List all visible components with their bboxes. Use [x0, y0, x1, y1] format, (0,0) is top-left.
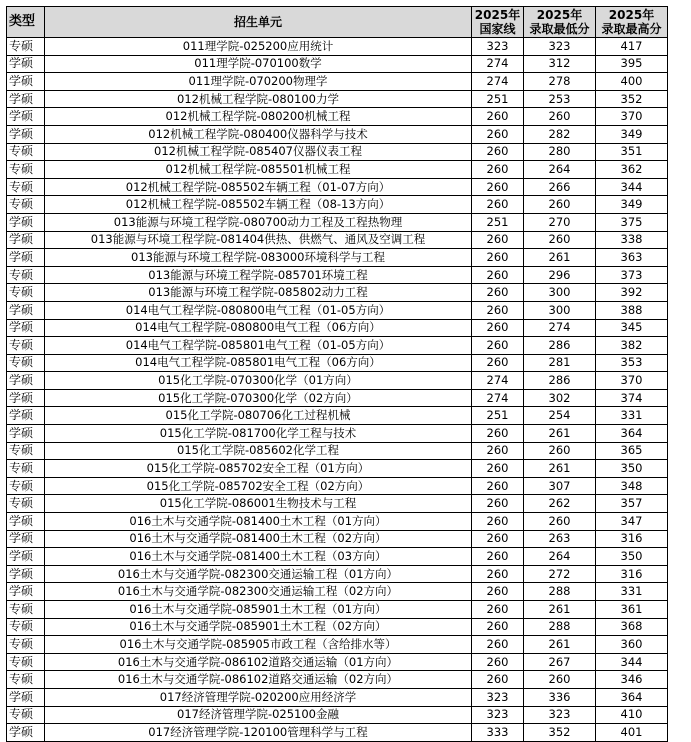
- cell-type: 专硕: [7, 495, 45, 513]
- cell-unit: 016土木与交通学院-082300交通运输工程（01方向）: [45, 565, 472, 583]
- cell-max-score: 345: [596, 319, 668, 337]
- cell-national-line: 260: [472, 671, 524, 689]
- cell-max-score: 388: [596, 301, 668, 319]
- cell-min-score: 260: [524, 196, 596, 214]
- cell-national-line: 260: [472, 583, 524, 601]
- cell-min-score: 262: [524, 495, 596, 513]
- cell-max-score: 364: [596, 425, 668, 443]
- table-row: [7, 583, 668, 601]
- cell-national-line: 260: [472, 284, 524, 302]
- cell-max-score: 361: [596, 601, 668, 619]
- cell-max-score: 382: [596, 337, 668, 355]
- cell-type: 学硕: [7, 389, 45, 407]
- cell-max-score: 349: [596, 196, 668, 214]
- cell-unit: 011理学院-025200应用统计: [45, 38, 472, 56]
- cell-national-line: 260: [472, 530, 524, 548]
- table-row: [7, 301, 668, 319]
- table-row: [7, 73, 668, 91]
- cell-max-score: 401: [596, 724, 668, 742]
- cell-type: 学硕: [7, 301, 45, 319]
- table-row: [7, 442, 668, 460]
- cell-unit: 015化工学院-085702安全工程（01方向）: [45, 460, 472, 478]
- cell-unit: 012机械工程学院-085501机械工程: [45, 161, 472, 179]
- cell-type: 学硕: [7, 125, 45, 143]
- cell-unit: 016土木与交通学院-086102道路交通运输（01方向）: [45, 653, 472, 671]
- cell-national-line: 333: [472, 724, 524, 742]
- cell-max-score: 375: [596, 213, 668, 231]
- cell-type: 学硕: [7, 548, 45, 566]
- table-row: [7, 213, 668, 231]
- cell-max-score: 417: [596, 38, 668, 56]
- table-row: [7, 231, 668, 249]
- cell-max-score: 344: [596, 178, 668, 196]
- cell-min-score: 307: [524, 477, 596, 495]
- table-row: [7, 196, 668, 214]
- cell-type: 学硕: [7, 90, 45, 108]
- cell-unit: 012机械工程学院-080100力学: [45, 90, 472, 108]
- table-row: [7, 548, 668, 566]
- cell-unit: 013能源与环境工程学院-085802动力工程: [45, 284, 472, 302]
- header-unit: 招生单元: [45, 7, 472, 38]
- cell-national-line: 260: [472, 636, 524, 654]
- cell-unit: 015化工学院-085602化学工程: [45, 442, 472, 460]
- cell-type: 专硕: [7, 178, 45, 196]
- cell-min-score: 261: [524, 425, 596, 443]
- cell-max-score: 360: [596, 636, 668, 654]
- table-row: [7, 284, 668, 302]
- cell-max-score: 344: [596, 653, 668, 671]
- cell-max-score: 410: [596, 706, 668, 724]
- cell-min-score: 260: [524, 671, 596, 689]
- cell-unit: 014电气工程学院-085801电气工程（01-05方向）: [45, 337, 472, 355]
- cell-min-score: 286: [524, 372, 596, 390]
- table-row: [7, 477, 668, 495]
- table-row: [7, 688, 668, 706]
- table-row: [7, 108, 668, 126]
- cell-national-line: 260: [472, 178, 524, 196]
- table-row: [7, 161, 668, 179]
- cell-unit: 012机械工程学院-085407仪器仪表工程: [45, 143, 472, 161]
- cell-national-line: 260: [472, 301, 524, 319]
- cell-unit: 013能源与环境工程学院-080700动力工程及工程热物理: [45, 213, 472, 231]
- cell-national-line: 260: [472, 337, 524, 355]
- cell-type: 学硕: [7, 425, 45, 443]
- table-body: [7, 38, 668, 742]
- cell-national-line: 260: [472, 565, 524, 583]
- cell-national-line: 260: [472, 495, 524, 513]
- cell-unit: 013能源与环境工程学院-085701环境工程: [45, 266, 472, 284]
- cell-unit: 016土木与交通学院-081400土木工程（02方向）: [45, 530, 472, 548]
- cell-max-score: 316: [596, 530, 668, 548]
- table-row: [7, 178, 668, 196]
- cell-max-score: 374: [596, 389, 668, 407]
- cell-national-line: 274: [472, 372, 524, 390]
- cell-national-line: 274: [472, 389, 524, 407]
- cell-min-score: 281: [524, 354, 596, 372]
- cell-national-line: 323: [472, 688, 524, 706]
- cell-unit: 015化工学院-085702安全工程（02方向）: [45, 477, 472, 495]
- table-row: [7, 513, 668, 531]
- cell-national-line: 260: [472, 653, 524, 671]
- cell-min-score: 278: [524, 73, 596, 91]
- cell-max-score: 368: [596, 618, 668, 636]
- cell-unit: 015化工学院-086001生物技术与工程: [45, 495, 472, 513]
- cell-type: 学硕: [7, 231, 45, 249]
- table-row: [7, 90, 668, 108]
- cell-max-score: 400: [596, 73, 668, 91]
- cell-unit: 011理学院-070200物理学: [45, 73, 472, 91]
- cell-unit: 017经济管理学院-020200应用经济学: [45, 688, 472, 706]
- table-row: [7, 653, 668, 671]
- cell-type: 专硕: [7, 284, 45, 302]
- cell-max-score: 331: [596, 583, 668, 601]
- cell-min-score: 323: [524, 38, 596, 56]
- cell-min-score: 270: [524, 213, 596, 231]
- cell-type: 专硕: [7, 601, 45, 619]
- cell-max-score: 338: [596, 231, 668, 249]
- cell-national-line: 251: [472, 407, 524, 425]
- header-national-line-year: 2025年: [474, 8, 521, 22]
- cell-type: 专硕: [7, 196, 45, 214]
- cell-max-score: 353: [596, 354, 668, 372]
- cell-national-line: 251: [472, 90, 524, 108]
- cell-type: 学硕: [7, 372, 45, 390]
- cell-unit: 012机械工程学院-080400仪器科学与技术: [45, 125, 472, 143]
- cell-min-score: 352: [524, 724, 596, 742]
- cell-max-score: 316: [596, 565, 668, 583]
- cell-type: 专硕: [7, 38, 45, 56]
- table-row: [7, 706, 668, 724]
- cell-national-line: 323: [472, 706, 524, 724]
- table-row: [7, 354, 668, 372]
- cell-unit: 017经济管理学院-025100金融: [45, 706, 472, 724]
- cell-min-score: 288: [524, 618, 596, 636]
- cell-type: 学硕: [7, 724, 45, 742]
- cell-national-line: 260: [472, 460, 524, 478]
- header-min-score-year: 2025年: [536, 8, 583, 22]
- header-min-score: [524, 7, 596, 38]
- header-national-line: [472, 7, 524, 38]
- header-type: 类型: [7, 7, 45, 38]
- cell-type: 学硕: [7, 530, 45, 548]
- table-row: [7, 249, 668, 267]
- cell-min-score: 282: [524, 125, 596, 143]
- cell-national-line: 260: [472, 601, 524, 619]
- cell-type: 专硕: [7, 653, 45, 671]
- table-row: [7, 495, 668, 513]
- cell-type: 专硕: [7, 143, 45, 161]
- cell-max-score: 370: [596, 108, 668, 126]
- cell-unit: 014电气工程学院-080800电气工程（01-05方向）: [45, 301, 472, 319]
- cell-national-line: 274: [472, 73, 524, 91]
- table-row: [7, 425, 668, 443]
- cell-max-score: 351: [596, 143, 668, 161]
- cell-min-score: 286: [524, 337, 596, 355]
- cell-min-score: 261: [524, 601, 596, 619]
- cell-unit: 016土木与交通学院-085905市政工程（含给排水等）: [45, 636, 472, 654]
- cell-min-score: 336: [524, 688, 596, 706]
- cell-unit: 012机械工程学院-080200机械工程: [45, 108, 472, 126]
- table-row: [7, 125, 668, 143]
- cell-min-score: 272: [524, 565, 596, 583]
- cell-max-score: 346: [596, 671, 668, 689]
- cell-type: 专硕: [7, 442, 45, 460]
- table-row: [7, 372, 668, 390]
- cell-unit: 016土木与交通学院-082300交通运输工程（02方向）: [45, 583, 472, 601]
- cell-max-score: 350: [596, 460, 668, 478]
- cell-national-line: 251: [472, 213, 524, 231]
- cell-national-line: 260: [472, 143, 524, 161]
- cell-national-line: 260: [472, 125, 524, 143]
- cell-national-line: 260: [472, 354, 524, 372]
- cell-type: 学硕: [7, 583, 45, 601]
- cell-max-score: 331: [596, 407, 668, 425]
- table-row: [7, 38, 668, 56]
- cell-max-score: 347: [596, 513, 668, 531]
- cell-unit: 016土木与交通学院-086102道路交通运输（02方向）: [45, 671, 472, 689]
- cell-min-score: 266: [524, 178, 596, 196]
- cell-min-score: 302: [524, 389, 596, 407]
- cell-national-line: 260: [472, 161, 524, 179]
- header-min-score-label: 录取最低分: [529, 22, 590, 36]
- cell-type: 专硕: [7, 671, 45, 689]
- cell-national-line: 260: [472, 548, 524, 566]
- cell-unit: 015化工学院-070300化学（02方向）: [45, 389, 472, 407]
- table-row: [7, 143, 668, 161]
- cell-min-score: 260: [524, 108, 596, 126]
- table-row: [7, 636, 668, 654]
- cell-max-score: 370: [596, 372, 668, 390]
- cell-min-score: 264: [524, 548, 596, 566]
- cell-min-score: 280: [524, 143, 596, 161]
- cell-unit: 013能源与环境工程学院-083000环境科学与工程: [45, 249, 472, 267]
- cell-min-score: 261: [524, 460, 596, 478]
- cell-national-line: 260: [472, 108, 524, 126]
- cell-type: 专硕: [7, 477, 45, 495]
- table-row: [7, 337, 668, 355]
- cell-max-score: 392: [596, 284, 668, 302]
- cell-type: 学硕: [7, 213, 45, 231]
- cell-national-line: 260: [472, 477, 524, 495]
- cell-national-line: 274: [472, 55, 524, 73]
- cell-type: 学硕: [7, 249, 45, 267]
- cell-min-score: 263: [524, 530, 596, 548]
- cell-type: 学硕: [7, 108, 45, 126]
- cell-min-score: 260: [524, 513, 596, 531]
- cell-min-score: 260: [524, 442, 596, 460]
- cell-unit: 015化工学院-070300化学（01方向）: [45, 372, 472, 390]
- cell-type: 学硕: [7, 513, 45, 531]
- cell-type: 专硕: [7, 337, 45, 355]
- table-row: [7, 671, 668, 689]
- header-max-score-label: 录取最高分: [601, 22, 662, 36]
- cell-max-score: 364: [596, 688, 668, 706]
- cell-unit: 014电气工程学院-080800电气工程（06方向）: [45, 319, 472, 337]
- table-row: [7, 407, 668, 425]
- cell-national-line: 260: [472, 231, 524, 249]
- cell-min-score: 267: [524, 653, 596, 671]
- cell-unit: 017经济管理学院-120100管理科学与工程: [45, 724, 472, 742]
- table-row: [7, 565, 668, 583]
- cell-max-score: 362: [596, 161, 668, 179]
- cell-unit: 016土木与交通学院-085901土木工程（01方向）: [45, 601, 472, 619]
- cell-min-score: 323: [524, 706, 596, 724]
- cell-type: 专硕: [7, 706, 45, 724]
- cell-max-score: 349: [596, 125, 668, 143]
- cell-national-line: 260: [472, 196, 524, 214]
- table-row: [7, 389, 668, 407]
- admission-score-table: [6, 6, 668, 742]
- cell-unit: 016土木与交通学院-085901土木工程（02方向）: [45, 618, 472, 636]
- cell-type: 专硕: [7, 460, 45, 478]
- cell-min-score: 253: [524, 90, 596, 108]
- cell-max-score: 352: [596, 90, 668, 108]
- cell-unit: 013能源与环境工程学院-081404供热、供燃气、通风及空调工程: [45, 231, 472, 249]
- cell-national-line: 260: [472, 442, 524, 460]
- cell-max-score: 373: [596, 266, 668, 284]
- cell-max-score: 350: [596, 548, 668, 566]
- cell-type: 专硕: [7, 354, 45, 372]
- cell-max-score: 348: [596, 477, 668, 495]
- header-max-score: [596, 7, 668, 38]
- cell-unit: 012机械工程学院-085502车辆工程（01-07方向）: [45, 178, 472, 196]
- cell-unit: 012机械工程学院-085502车辆工程（08-13方向）: [45, 196, 472, 214]
- cell-unit: 016土木与交通学院-081400土木工程（01方向）: [45, 513, 472, 531]
- cell-min-score: 300: [524, 284, 596, 302]
- cell-unit: 014电气工程学院-085801电气工程（06方向）: [45, 354, 472, 372]
- cell-national-line: 260: [472, 319, 524, 337]
- cell-min-score: 261: [524, 636, 596, 654]
- cell-unit: 015化工学院-081700化学工程与技术: [45, 425, 472, 443]
- table-row: [7, 55, 668, 73]
- cell-min-score: 264: [524, 161, 596, 179]
- cell-type: 学硕: [7, 55, 45, 73]
- cell-type: 学硕: [7, 73, 45, 91]
- cell-min-score: 260: [524, 231, 596, 249]
- cell-national-line: 323: [472, 38, 524, 56]
- cell-min-score: 274: [524, 319, 596, 337]
- cell-type: 学硕: [7, 319, 45, 337]
- cell-type: 学硕: [7, 407, 45, 425]
- cell-max-score: 395: [596, 55, 668, 73]
- cell-min-score: 288: [524, 583, 596, 601]
- cell-min-score: 296: [524, 266, 596, 284]
- cell-national-line: 260: [472, 513, 524, 531]
- cell-type: 专硕: [7, 636, 45, 654]
- cell-national-line: 260: [472, 266, 524, 284]
- cell-unit: 016土木与交通学院-081400土木工程（03方向）: [45, 548, 472, 566]
- cell-type: 学硕: [7, 688, 45, 706]
- cell-type: 专硕: [7, 266, 45, 284]
- cell-max-score: 357: [596, 495, 668, 513]
- header-row: [7, 7, 668, 38]
- table-row: [7, 266, 668, 284]
- cell-national-line: 260: [472, 249, 524, 267]
- cell-max-score: 363: [596, 249, 668, 267]
- cell-min-score: 254: [524, 407, 596, 425]
- cell-max-score: 365: [596, 442, 668, 460]
- cell-national-line: 260: [472, 425, 524, 443]
- cell-national-line: 260: [472, 618, 524, 636]
- header-national-line-label: 国家线: [479, 22, 516, 36]
- cell-min-score: 261: [524, 249, 596, 267]
- cell-type: 专硕: [7, 161, 45, 179]
- table-row: [7, 460, 668, 478]
- cell-min-score: 300: [524, 301, 596, 319]
- cell-unit: 015化工学院-080706化工过程机械: [45, 407, 472, 425]
- cell-type: 学硕: [7, 565, 45, 583]
- table-row: [7, 618, 668, 636]
- cell-type: 专硕: [7, 618, 45, 636]
- cell-unit: 011理学院-070100数学: [45, 55, 472, 73]
- header-max-score-year: 2025年: [608, 8, 655, 22]
- cell-min-score: 312: [524, 55, 596, 73]
- table-row: [7, 319, 668, 337]
- table-row: [7, 601, 668, 619]
- table-row: [7, 530, 668, 548]
